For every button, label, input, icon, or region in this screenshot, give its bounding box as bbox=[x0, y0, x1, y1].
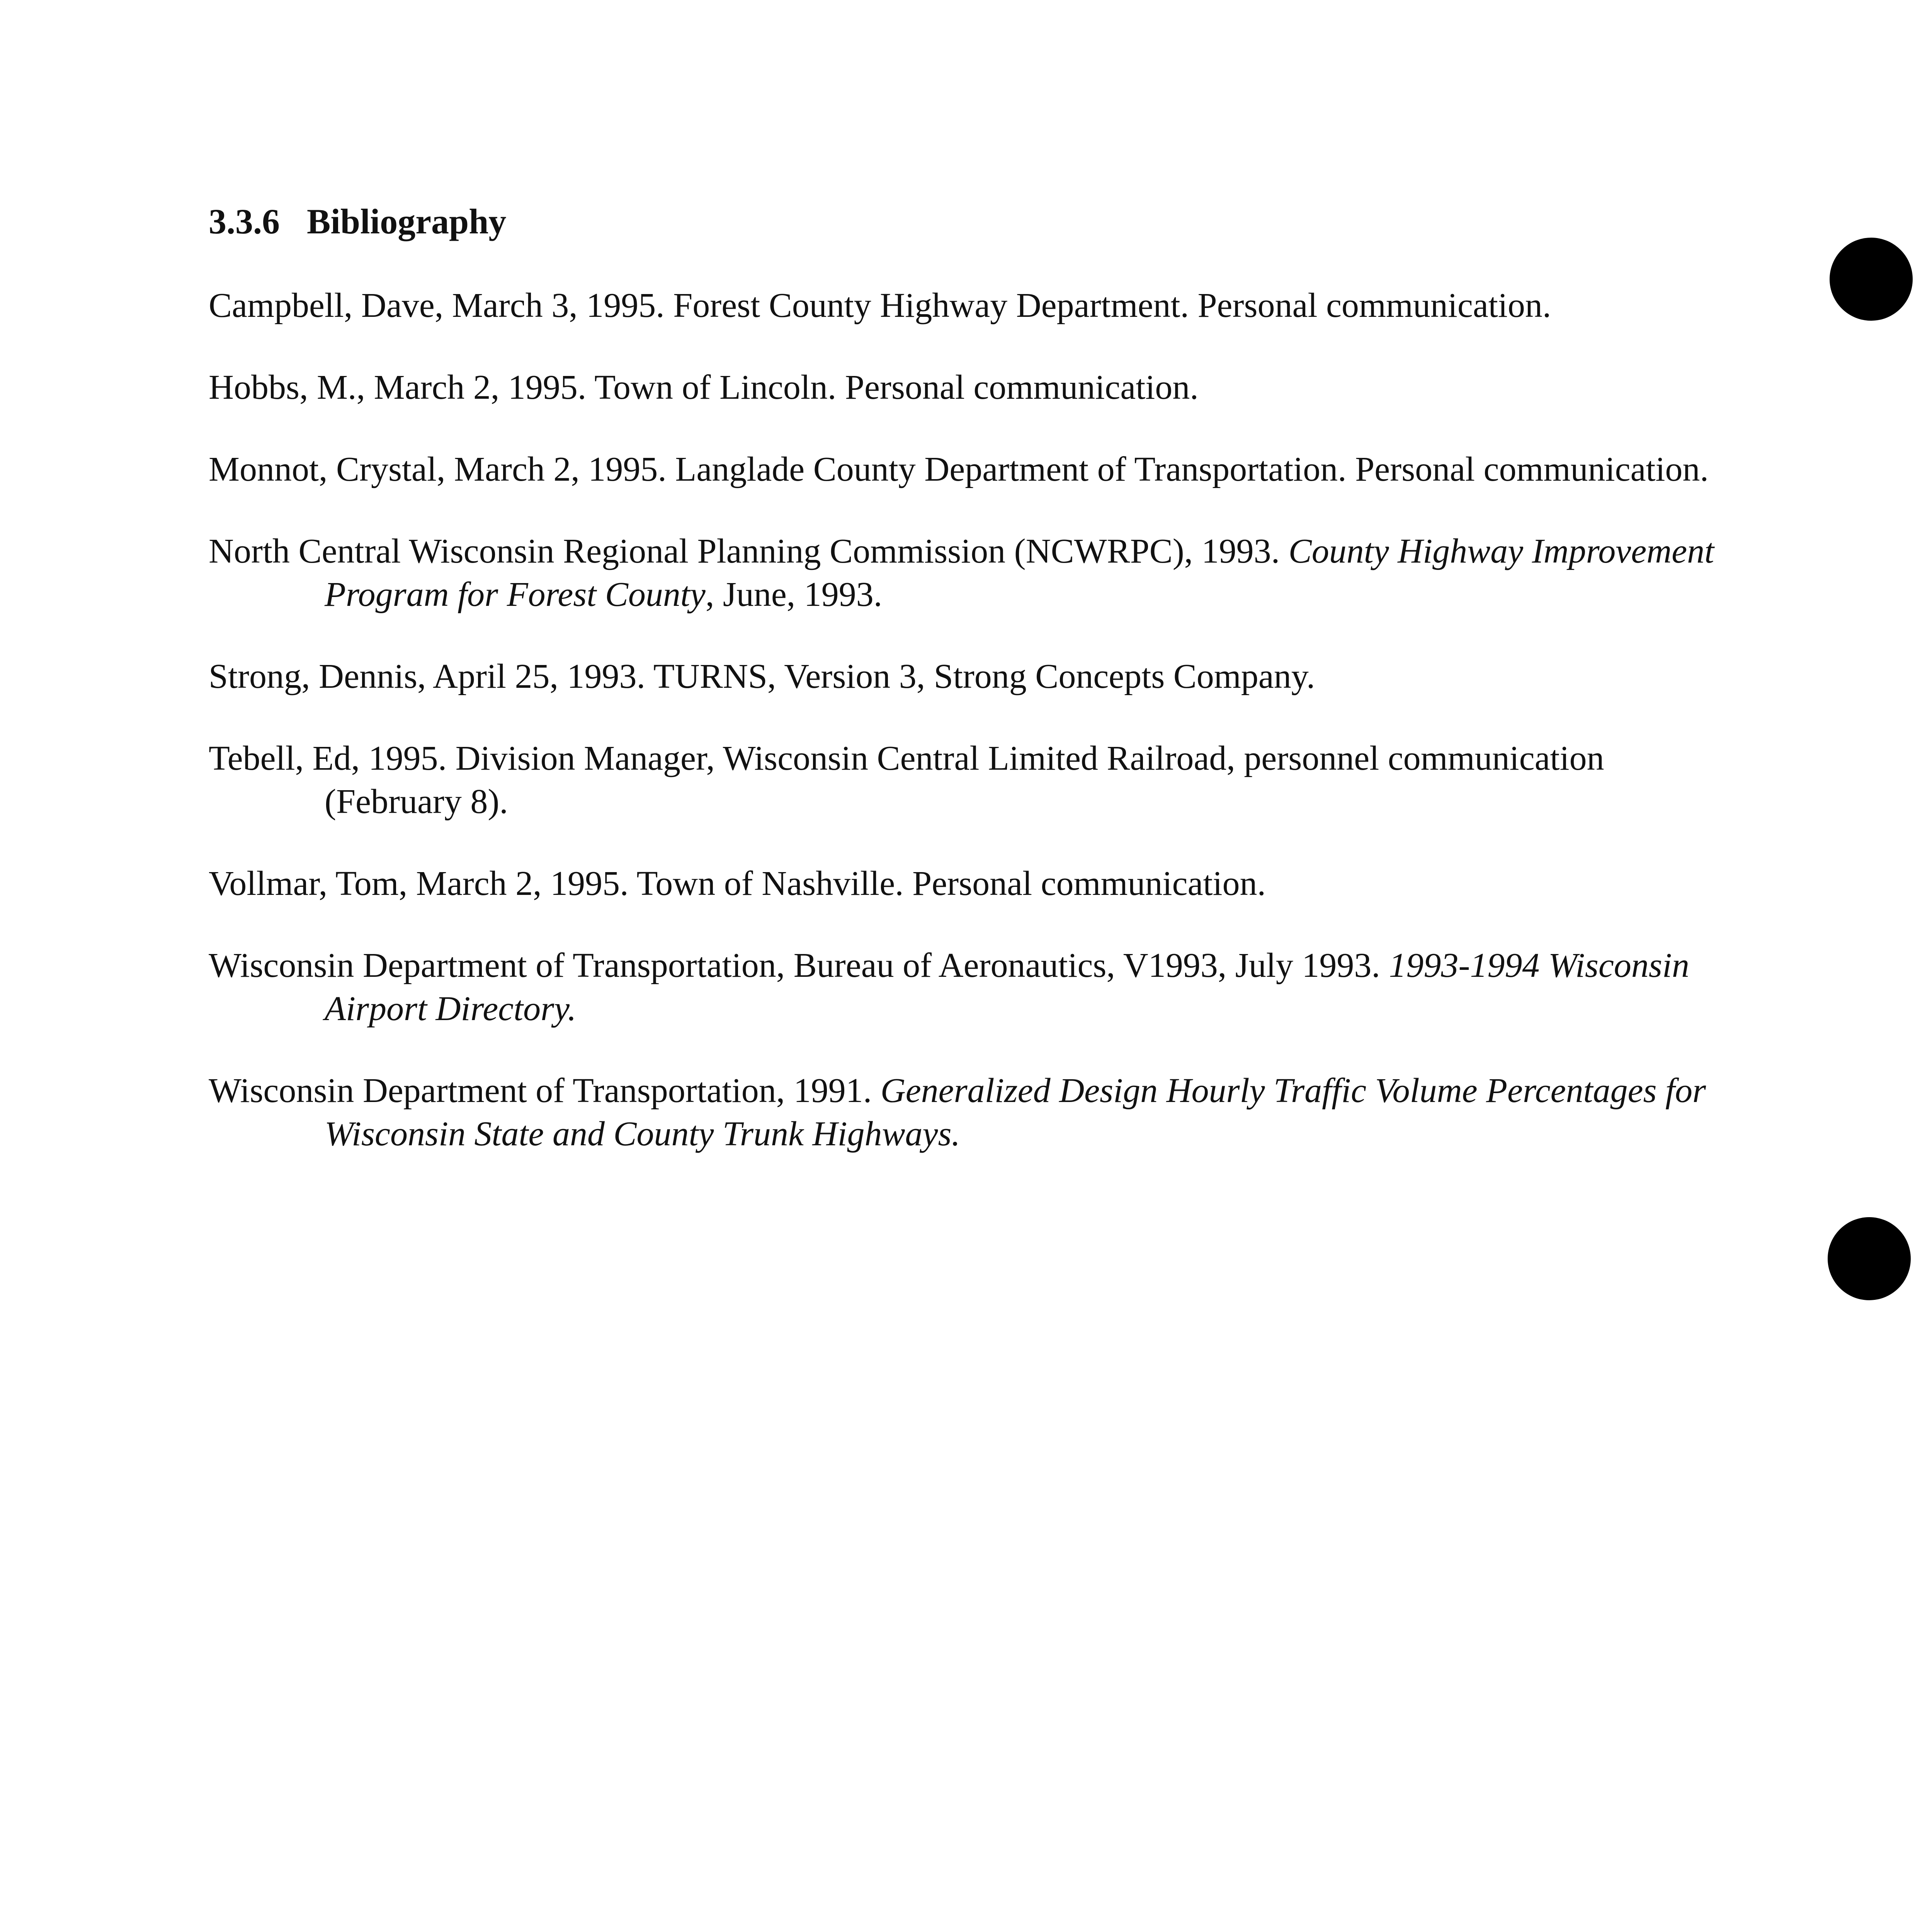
entry-text: North Central Wisconsin Regional Planning Commission (NCWRPC), 1993. bbox=[209, 532, 1289, 570]
bibliography-entry bbox=[209, 448, 1716, 491]
entry-tail: , June, 1993. bbox=[705, 575, 883, 614]
bibliography-entry bbox=[209, 530, 1716, 616]
section-heading bbox=[209, 201, 506, 242]
entry-text: Wisconsin Department of Transportation, Bureau of Aeronautics, V1993, July 1993. bbox=[209, 946, 1389, 985]
bibliography-entry bbox=[209, 737, 1716, 823]
entry-title-italic: Generalized Design Hourly Traffic Volume Percentages for Wisconsin State and County Trunk Highways. bbox=[325, 1071, 1706, 1153]
punch-hole bbox=[1828, 1217, 1911, 1300]
entry-text: Wisconsin Department of Transportation, 1991. bbox=[209, 1071, 881, 1110]
section-title: Bibliography bbox=[307, 202, 507, 241]
entry-text: Monnot, Crystal, March 2, 1995. Langlade County Department of Transportation. Personal communication. bbox=[209, 450, 1709, 488]
bibliography-entry bbox=[209, 862, 1716, 905]
bibliography-entry bbox=[209, 1069, 1716, 1156]
entry-text: Vollmar, Tom, March 2, 1995. Town of Nashville. Personal communication. bbox=[209, 864, 1266, 903]
bibliography-entry bbox=[209, 944, 1716, 1031]
bibliography-list bbox=[209, 284, 1716, 1194]
entry-text: Strong, Dennis, April 25, 1993. TURNS, Version 3, Strong Concepts Company. bbox=[209, 657, 1315, 696]
entry-text: Campbell, Dave, March 3, 1995. Forest County Highway Department. Personal communication. bbox=[209, 286, 1551, 325]
entry-text: Hobbs, M., March 2, 1995. Town of Lincoln. Personal communication. bbox=[209, 368, 1199, 406]
section-number: 3.3.6 bbox=[209, 202, 280, 241]
bibliography-entry bbox=[209, 284, 1716, 327]
punch-hole bbox=[1830, 238, 1913, 321]
bibliography-entry bbox=[209, 366, 1716, 409]
bibliography-entry bbox=[209, 655, 1716, 698]
entry-title-italic: County Highway Improvement Program for Forest County bbox=[325, 532, 1714, 614]
entry-title-italic: 1993-1994 Wisconsin Airport Directory. bbox=[325, 946, 1689, 1028]
entry-text: Tebell, Ed, 1995. Division Manager, Wisconsin Central Limited Railroad, personnel communication (February 8). bbox=[209, 739, 1604, 821]
